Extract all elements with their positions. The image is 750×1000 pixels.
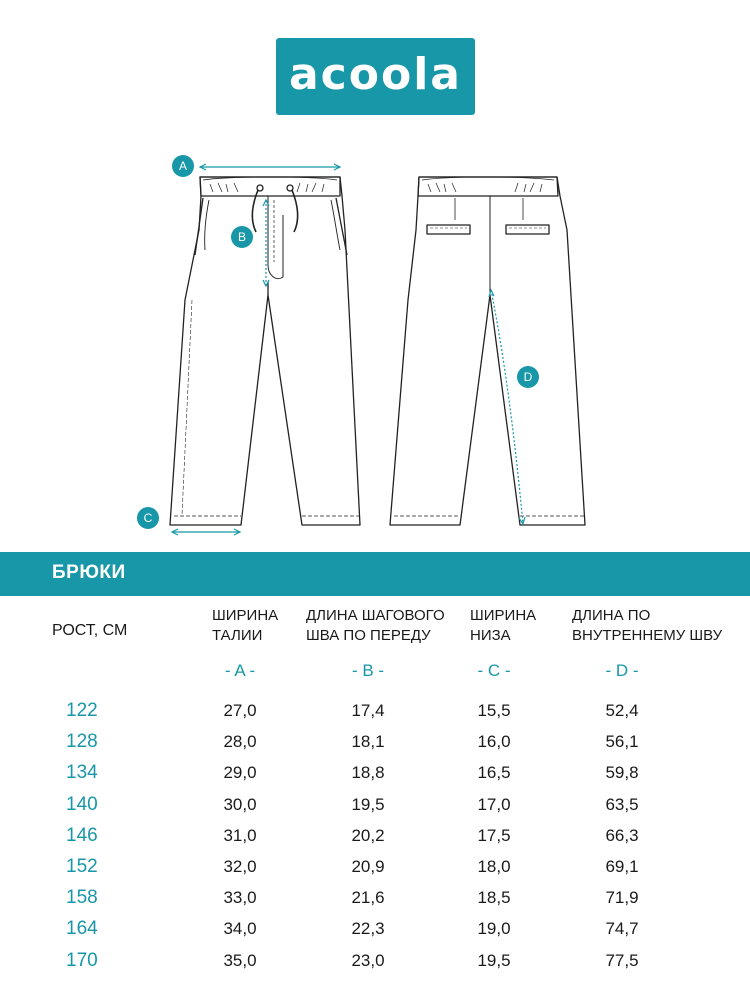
size-cell-b: 18,1: [351, 732, 385, 751]
size-cell-d: 71,9: [605, 888, 639, 907]
measurement-marker-d: D: [517, 366, 539, 388]
size-cell-b: 19,5: [351, 795, 385, 814]
trousers-front-view: [170, 177, 360, 525]
size-cell-d: 63,5: [605, 795, 639, 814]
size-cell-d: 52,4: [605, 701, 639, 720]
size-height-cell: 170: [66, 950, 98, 971]
size-cell-a: 35,0: [223, 951, 257, 970]
size-height-cell: 158: [66, 887, 98, 908]
size-cell-c: 19,0: [477, 919, 511, 938]
measurement-marker-b: B: [231, 226, 253, 248]
size-cell-c: 18,5: [477, 888, 511, 907]
size-height-cell: 164: [66, 918, 98, 939]
size-cell-d: 56,1: [605, 732, 639, 751]
size-height-cell: 134: [66, 762, 98, 783]
column-header-waist: ШИРИНА ТАЛИИ: [212, 607, 279, 644]
column-code-d: - D -: [605, 661, 639, 680]
size-height-cell: 128: [66, 731, 98, 752]
column-header-bottom-width: ШИРИНА НИЗА: [470, 607, 537, 644]
size-cell-c: 17,5: [477, 826, 511, 845]
size-cell-a: 29,0: [223, 763, 257, 782]
size-height-cell: 140: [66, 794, 98, 815]
column-header-height: РОСТ, СМ: [52, 622, 128, 639]
size-cell-b: 20,2: [351, 826, 385, 845]
size-height-cell: 146: [66, 825, 98, 846]
size-cell-d: 74,7: [605, 919, 639, 938]
size-cell-a: 32,0: [223, 857, 257, 876]
size-cell-b: 17,4: [351, 701, 385, 720]
column-code-b: - B -: [351, 661, 385, 680]
size-cell-b: 20,9: [351, 857, 385, 876]
size-cell-b: 22,3: [351, 919, 385, 938]
size-cell-a: 33,0: [223, 888, 257, 907]
size-cell-c: 15,5: [477, 701, 511, 720]
brand-logo-text: acoola: [288, 48, 462, 100]
measurement-marker-c: C: [137, 507, 159, 529]
size-cell-a: 34,0: [223, 919, 257, 938]
size-cell-d: 66,3: [605, 826, 639, 845]
size-height-cell: 122: [66, 700, 98, 721]
size-cell-c: 16,0: [477, 732, 511, 751]
column-code-c: - C -: [477, 661, 511, 680]
trousers-back-view: [390, 177, 585, 525]
column-header-inseam: ДЛИНА ПО ВНУТРЕННЕМУ ШВУ: [572, 607, 723, 644]
size-height-cell: 152: [66, 856, 98, 877]
size-cell-c: 17,0: [477, 795, 511, 814]
size-cell-b: 23,0: [351, 951, 385, 970]
size-cell-c: 18,0: [477, 857, 511, 876]
size-cell-c: 16,5: [477, 763, 511, 782]
size-cell-a: 30,0: [223, 795, 257, 814]
size-cell-d: 69,1: [605, 857, 639, 876]
size-cell-a: 27,0: [223, 701, 257, 720]
size-cell-b: 18,8: [351, 763, 385, 782]
section-header-band: [0, 552, 750, 596]
column-code-a: - A -: [224, 661, 256, 680]
section-title: БРЮКИ: [52, 562, 126, 583]
size-cell-a: 28,0: [223, 732, 257, 751]
size-cell-d: 77,5: [605, 951, 639, 970]
column-header-front-rise: ДЛИНА ШАГОВОГО ШВА ПО ПЕРЕДУ: [306, 607, 445, 644]
size-cell-d: 59,8: [605, 763, 639, 782]
size-cell-a: 31,0: [223, 826, 257, 845]
size-cell-c: 19,5: [477, 951, 511, 970]
size-cell-b: 21,6: [351, 888, 385, 907]
measurement-marker-a: A: [172, 155, 194, 177]
